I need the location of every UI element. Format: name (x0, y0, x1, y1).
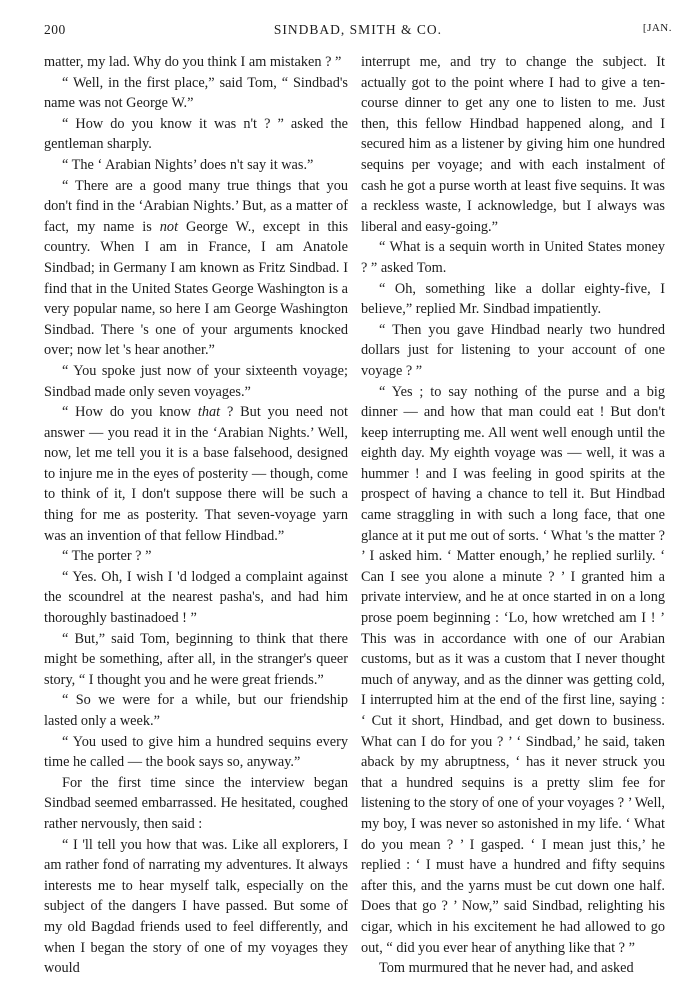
paragraph: “ There are a good many true things that you don't find in the ‘Arabian Nights.’ But, as a matter of fact, my name is not George W., except in this country. When I am in France, I am Anatole Sindbad; in Germany I am known as Fritz Sindbad. I find that in the United States George Washington is a very popular name, so here I am George Washington Sindbad. There 's one of your arguments knocked over; now let 's hear another.” (44, 177, 349, 359)
emphasis: not (159, 218, 179, 235)
paragraph: “ You spoke just now of your sixteenth voyage; Sindbad made only seven voyages.” (44, 362, 348, 400)
paragraph: “ Yes. Oh, I wish I 'd lodged a complaint against the scoundrel at the nearest pasha's, and had him thoroughly bastinadoed ! ” (44, 568, 348, 627)
paragraph: “ Oh, something like a dollar eighty-five, I believe,” replied Mr. Sindbad impatiently. (361, 280, 665, 318)
left-column (44, 52, 348, 979)
paragraph: “ How do you know that ? But you need not answer — you read it in the ‘Arabian Nights.’ Well, now, let me tell you it is a base falsehood, designed to injure me in the eyes of posterity — though, come to think of it, I don't suppose there will be such a thing for me as posterity. That seven-voyage yarn was an invention of that fellow Hindbad.” (44, 404, 349, 544)
paragraph: “ So we were for a while, but our friendship lasted only a week.” (44, 692, 348, 729)
right-column (361, 52, 665, 979)
paragraph: “ The ‘ Arabian Nights’ does n't say it was.” (62, 156, 314, 173)
paragraph: “ I 'll tell you how that was. Like all explorers, I am rather fond of narrating my adventures. It always interests me to hear myself talk, especially on the subject of the dangers I have passed. But some of my old Bagdad friends used to feel differently, and when I began the story of one of my voyages they would (44, 836, 348, 977)
page-number: 200 (44, 22, 66, 37)
paragraph: “ How do you know it was n't ? ” asked the gentleman sharply. (44, 115, 348, 153)
running-title: SINDBAD, SMITH & CO. (273, 22, 443, 37)
paragraph: interrupt me, and try to change the subject. It actually got to the point where I had to give a ten-course dinner to get any one to listen to me. Just then, this fellow Hindbad happened along, and I secured him as a listener by giving him one hundred sequins per voyage; and with each instalment of cash he got a purse worth at least five sequins. It was a reckless waste, I acknowledge, but I always was liberal and easy-going.” (361, 54, 665, 235)
paragraph: “ You used to give him a hundred sequins every time he called — the book says so, anyway.” (44, 733, 348, 771)
paragraph: For the first time since the interview began Sindbad seemed embarrassed. He hesitated, coughed rather nervously, then said : (44, 774, 348, 832)
emphasis: that (197, 404, 221, 421)
paragraph: “ Yes ; to say nothing of the purse and a big dinner — and how that man could eat ! But don't keep interrupting me. All went well enough until the eighth day. My eighth voyage was — well, it was a hummer ! and I was feeling in good spirits at the prospect of having a chance to tell it. But Hindbad came straggling in with such a long face, that one glance at it put me out of sorts. ‘ What 's the matter ? ’ I asked him. ‘ Matter enough,’ he replied surlily. ‘ Can I see you alone a minute ? ’ I granted him a private interview, and he at once started in on a long prose poem beginning : ‘Lo, how wretched am I ! ’ This was in accordance with one of our Arabian customs, but as it was a custom that I never thought much of anyway, and as the dinner was getting cold, I interrupted him at the end of the first line, saying : ‘ Cut it short, Hindbad, and get down to business. What can I do for you ? ’ ‘ Sindbad,’ he said, taken aback by my abruptness, ‘ has it never struck you that a hundred sequins is a pretty slim fee for listening to the story of one of your voyages ? ’ Well, my boy, I was never so astonished in my life. ‘ What do you mean ? ’ I gasped. ‘ I mean just this,’ he replied : ‘ I must have a hundred and fifty sequins after this, and the yarns must be cut down one half. Does that go ? ’ Now,” said Sindbad, relighting his cigar, which in his excitement he had allowed to go out, “ did you ever hear of anything like that ? ” (361, 383, 665, 956)
running-header (44, 22, 672, 44)
paragraph: “ The porter ? ” (62, 548, 152, 565)
paragraph: “ What is a sequin worth in United States money ? ” asked Tom. (361, 239, 665, 276)
paragraph: “ But,” said Tom, beginning to think that there might be something, after all, in the stranger's queer story, “ I thought you and he were great friends.” (44, 630, 348, 688)
paragraph: “ Well, in the first place,” said Tom, “ Sindbad's name was not George W.” (44, 74, 348, 112)
paragraph: Tom murmured that he never had, and asked (379, 960, 634, 977)
paragraph: matter, my lad. Why do you think I am mistaken ? ” (44, 54, 342, 70)
issue-month: [JAN. (642, 22, 672, 34)
paragraph: “ Then you gave Hindbad nearly two hundred dollars just for listening to your account of one voyage ? ” (361, 321, 665, 379)
